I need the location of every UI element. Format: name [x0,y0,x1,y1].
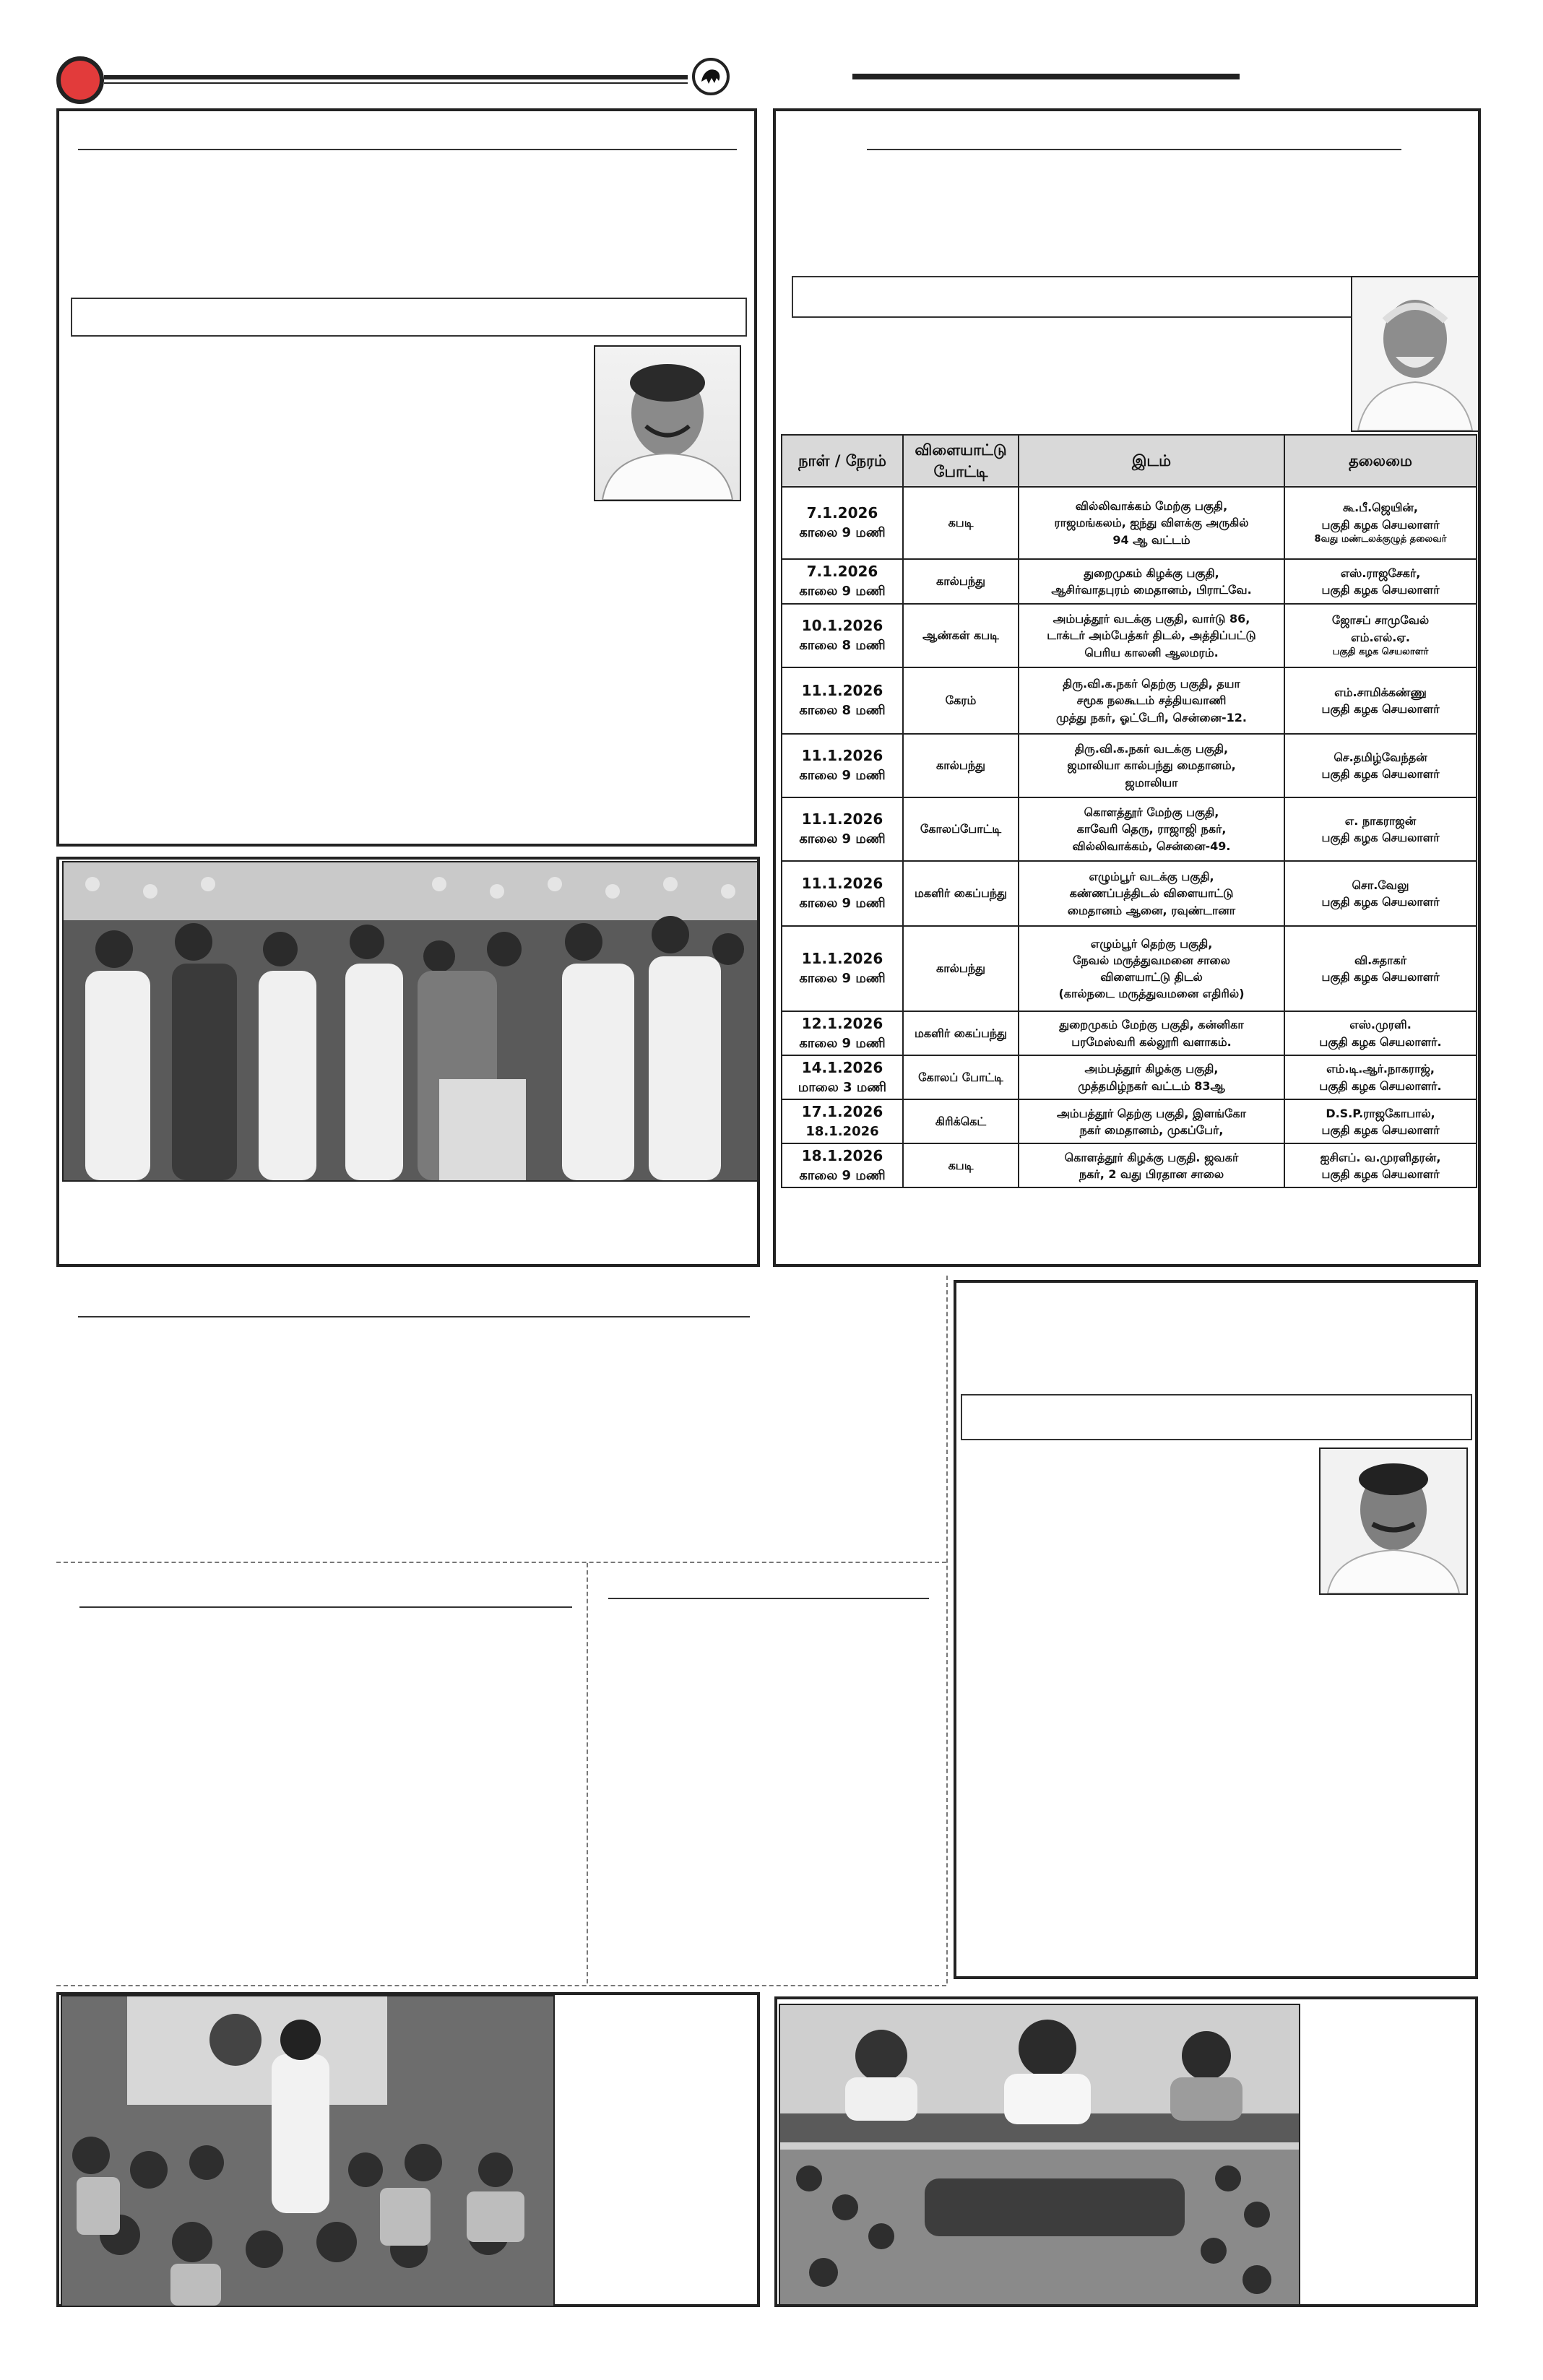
schedule-time: காலை 9 மணி [799,1168,886,1184]
schedule-date: 11.1.2026 [801,810,883,828]
schedule-place-cell [1019,926,1284,1011]
schedule-lead-cell [1284,1143,1477,1187]
schedule-lead-line: சொ.வேலு [1352,878,1409,892]
schedule-sport: கால்பந்து [903,734,1019,797]
politician-portrait-3 [1319,1448,1468,1595]
schedule-place-cell [1019,487,1284,559]
schedule-lead-cell [1284,487,1477,559]
schedule-place-line: திரு.வி.க.நகர் தெற்கு பகுதி, தயா [1063,677,1240,691]
schedule-row [782,734,1477,797]
header-rule [104,75,688,79]
schedule-lead-line: கூ.பீ.ஜெயின், [1343,501,1418,515]
schedule-date: 11.1.2026 [801,875,883,893]
schedule-place-line: ஜமாலியா கால்பந்து மைதானம், [1067,758,1236,773]
schedule-place-cell [1019,1055,1284,1099]
schedule-row [782,797,1477,861]
schedule-date-cell [782,559,903,604]
schedule-place-line: (கால்நடை மருத்துவமனை எதிரில்) [1058,987,1245,1001]
schedule-place-line: பரமேஸ்வரி கல்லூரி வளாகம். [1071,1034,1232,1049]
schedule-place-cell [1019,1011,1284,1055]
schedule-place-line: வில்லிவாக்கம், சென்னை-49. [1072,839,1231,853]
schedule-time: காலை 9 மணி [799,896,886,912]
schedule-place-line: கொளத்தூர் கிழக்கு பகுதி. ஜவகர் [1064,1150,1239,1164]
schedule-place-line: நகர், 2 வது பிரதான சாலை [1079,1167,1224,1181]
column-divider [587,1563,588,1983]
headline-rule [867,149,1401,150]
schedule-lead-cell [1284,861,1477,926]
schedule-lead-line: பகுதி கழக செயலாளர் [1321,583,1440,597]
schedule-place-cell [1019,1099,1284,1143]
schedule-date-cell [782,926,903,1011]
schedule-row [782,861,1477,926]
schedule-place-cell [1019,559,1284,604]
schedule-lead-line: பகுதி கழக செயலாளர். [1319,1078,1442,1093]
headline-rule [78,1316,750,1317]
schedule-date: 11.1.2026 [801,682,883,700]
schedule-time: காலை 9 மணி [799,768,886,784]
schedule-place-line: அம்பத்தூர் வடக்கு பகுதி, வார்டு 86, [1053,612,1250,626]
schedule-header-row [782,435,1477,487]
schedule-time: காலை 9 மணி [799,1036,886,1051]
schedule-lead-cell [1284,1011,1477,1055]
schedule-sport: மகளிர் கைப்பந்து [903,861,1019,926]
schedule-place-line: அம்பத்தூர் தெற்கு பகுதி, இளங்கோ [1057,1106,1246,1120]
schedule-place-cell [1019,667,1284,734]
schedule-date: 17.1.2026 [801,1103,883,1121]
schedule-lead-line: பகுதி கழக செயலாளர் [1321,895,1440,909]
schedule-time: 18.1.2026 [805,1124,879,1140]
schedule-row [782,926,1477,1011]
schedule-place-line: டாக்டர் அம்பேத்கர் திடல், அத்திப்பட்டு [1047,628,1256,643]
header-right-rule [852,74,1240,79]
schedule-place-cell [1019,1143,1284,1187]
schedule-place-line: ஆசிர்வாதபுரம் மைதானம், பிராட்வே. [1051,583,1252,597]
schedule-date-cell [782,734,903,797]
schedule-row [782,1055,1477,1099]
schedule-place-line: ராஜமங்கலம், ஐந்து விளக்கு அருகில் [1054,516,1249,530]
schedule-place-line: காவேரி தெரு, ராஜாஜி நகர், [1076,822,1227,836]
schedule-place-line: கொளத்தூர் மேற்கு பகுதி, [1084,805,1219,820]
schedule-row [782,487,1477,559]
schedule-place-line: சமூக நலகூடம் சத்தியவாணி [1076,693,1227,708]
header-rule-thin [104,82,688,84]
header-lead: தலைமை [1284,435,1477,487]
schedule-place-line: துறைமுகம் மேற்கு பகுதி, கன்னிகா [1059,1018,1244,1032]
schedule-sport: கால்பந்து [903,926,1019,1011]
schedule-lead-line: பகுதி கழக செயலாளர் [1321,1167,1440,1181]
schedule-date: 11.1.2026 [801,950,883,968]
schedule-date-cell [782,1143,903,1187]
subheading-bar [961,1394,1472,1440]
schedule-table [781,434,1477,1188]
schedule-lead-line: எம்.எல்.ஏ. [1351,630,1410,644]
schedule-date: 10.1.2026 [801,617,883,635]
schedule-time: காலை 9 மணி [799,831,886,847]
schedule-place-line: நேவல் மருத்துவமனை சாலை [1073,953,1230,967]
article-mid-right [954,1280,1478,1979]
schedule-place-line: ஜமாலியா [1125,775,1178,789]
schedule-time: காலை 9 மணி [799,525,886,541]
schedule-lead-cell [1284,1055,1477,1099]
schedule-lead-line: பகுதி கழக செயலாளர் [1332,646,1429,657]
schedule-row [782,1099,1477,1143]
schedule-date: 11.1.2026 [801,747,883,765]
header-sport: விளையாட்டு போட்டி [903,435,1019,487]
schedule-lead-cell [1284,667,1477,734]
schedule-lead-line: பகுதி கழக செயலாளர் [1321,1122,1440,1137]
schedule-place-cell [1019,797,1284,861]
schedule-time: காலை 9 மணி [799,971,886,987]
section-divider [56,1562,946,1563]
schedule-place-line: நகர் மைதானம், முகப்பேர், [1079,1122,1224,1137]
schedule-place-line: எழும்பூர் வடக்கு பகுதி, [1089,870,1214,884]
schedule-sport: மகளிர் கைப்பந்து [903,1011,1019,1055]
schedule-date: 7.1.2026 [806,563,878,581]
header-date: நாள் / நேரம் [782,435,903,487]
schedule-row [782,1143,1477,1187]
schedule-place-line: வில்லிவாக்கம் மேற்கு பகுதி, [1075,499,1228,514]
schedule-date-cell [782,1011,903,1055]
column-divider [946,1276,948,1983]
schedule-time: காலை 9 மணி [799,584,886,600]
schedule-lead-line: எஸ்.முரளி. [1349,1018,1412,1032]
schedule-place-cell [1019,861,1284,926]
schedule-date-cell [782,861,903,926]
schedule-sport: கேரம் [903,667,1019,734]
party-emblem-icon [692,58,730,95]
schedule-place-cell [1019,604,1284,667]
schedule-place-line: திரு.வி.க.நகர் வடக்கு பகுதி, [1074,742,1229,756]
schedule-sport: கோலப் போட்டி [903,1055,1019,1099]
schedule-sport: கபடி [903,1143,1019,1187]
schedule-sport: கோலப்போட்டி [903,797,1019,861]
event-photo-2 [61,1995,555,2307]
schedule-row [782,559,1477,604]
schedule-lead-line: பகுதி கழக செயலாளர் [1321,517,1440,532]
schedule-lead-cell [1284,1099,1477,1143]
subheading-bar [792,276,1352,318]
schedule-lead-line: செ.தமிழ்வேந்தன் [1334,750,1427,764]
schedule-lead-line: 8வது மண்டலக்குழுத் தலைவர் [1314,533,1447,545]
schedule-lead-line: D.S.P.ராஜகோபால், [1326,1106,1435,1120]
schedule-lead-line: பகுதி கழக செயலாளர். [1319,1034,1442,1049]
schedule-lead-line: பகுதி கழக செயலாளர் [1321,702,1440,716]
schedule-date-cell [782,1055,903,1099]
headline-rule [608,1598,929,1599]
schedule-sport: கிரிக்கெட் [903,1099,1019,1143]
schedule-lead-cell [1284,734,1477,797]
schedule-date-cell [782,487,903,559]
subheading-bar [71,298,747,337]
schedule-lead-line: எம்.சாமிக்கண்ணு [1334,685,1427,699]
schedule-lead-line: எ. நாகராஜன் [1344,813,1417,828]
schedule-lead-cell [1284,559,1477,604]
schedule-lead-line: வி.சுதாகர் [1354,953,1407,967]
schedule-lead-line: பகுதி கழக செயலாளர் [1321,767,1440,781]
schedule-place-cell [1019,734,1284,797]
schedule-lead-line: பகுதி கழக செயலாளர் [1321,970,1440,984]
schedule-lead-line: ஐசிஎப். வ.முரளிதரன், [1320,1150,1441,1164]
event-photo-1 [62,861,758,1182]
schedule-time: காலை 8 மணி [799,703,886,719]
schedule-place-line: துறைமுகம் கிழக்கு பகுதி, [1084,566,1219,580]
headline-rule [78,149,737,150]
schedule-lead-line: எம்.டி.ஆர்.நாகராஜ், [1326,1062,1435,1076]
schedule-place-line: முத்து நகர், ஓட்டேரி, சென்னை-12. [1055,710,1248,724]
schedule-place-line: மைதானம் ஆனை, ரவுண்டானா [1067,903,1236,917]
red-circle-icon [56,56,104,104]
page-header [0,43,1543,108]
schedule-sport: ஆண்கள் கபடி [903,604,1019,667]
header-place: இடம் [1019,435,1284,487]
schedule-row [782,604,1477,667]
schedule-date: 18.1.2026 [801,1147,883,1165]
schedule-place-line: பெரிய காலனி ஆலமரம். [1084,645,1219,659]
schedule-time: மாலை 3 மணி [798,1080,887,1096]
schedule-time: காலை 8 மணி [799,638,886,654]
schedule-date-cell [782,667,903,734]
schedule-lead-line: ஜோசப் சாமுவேல் [1331,613,1430,628]
schedule-lead-line: எஸ்.ராஜசேகர், [1340,566,1421,580]
schedule-place-line: முத்தமிழ்நகர் வட்டம் 83ஆ [1078,1078,1225,1093]
schedule-lead-cell [1284,926,1477,1011]
schedule-place-line: கண்ணப்பத்திடல் விளையாட்டு [1069,886,1234,901]
schedule-sport: கால்பந்து [903,559,1019,604]
schedule-place-line: அம்பத்தூர் கிழக்கு பகுதி, [1084,1062,1219,1076]
schedule-date-cell [782,604,903,667]
section-divider [56,1985,946,1986]
schedule-place-line: எழும்பூர் தெற்கு பகுதி, [1090,936,1213,951]
schedule-place-line: 94 ஆ வட்டம் [1112,532,1190,547]
schedule-place-line: விளையாட்டு திடல் [1100,970,1203,984]
schedule-date-cell [782,797,903,861]
schedule-date: 14.1.2026 [801,1059,883,1077]
schedule-lead-cell [1284,797,1477,861]
politician-portrait-2 [1351,276,1479,432]
schedule-lead-cell [1284,604,1477,667]
schedule-row [782,667,1477,734]
schedule-date: 12.1.2026 [801,1015,883,1032]
politician-portrait-1 [594,345,741,501]
schedule-date: 7.1.2026 [806,504,878,522]
meeting-photo [779,2004,1300,2306]
schedule-date-cell [782,1099,903,1143]
schedule-lead-line: பகுதி கழக செயலாளர் [1321,831,1440,844]
schedule-row [782,1011,1477,1055]
schedule-sport: கபடி [903,487,1019,559]
headline-rule [79,1606,572,1608]
